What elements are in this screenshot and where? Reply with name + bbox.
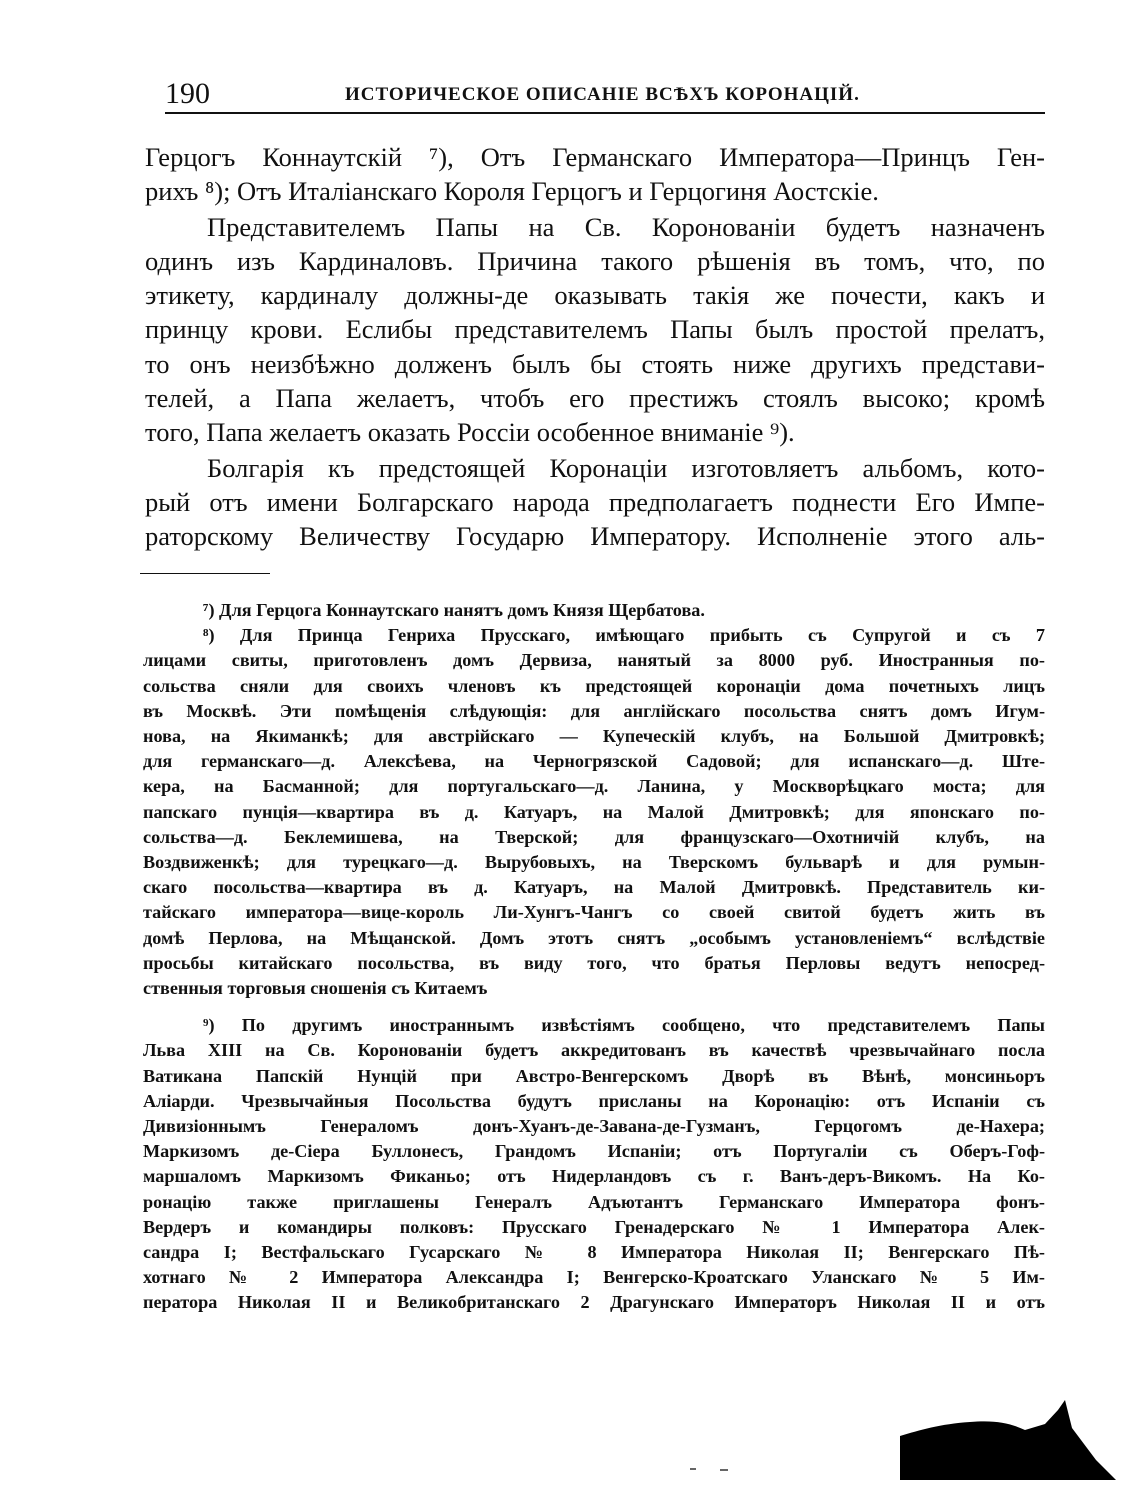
footnote-line: папскаго пунція—квартира въ д. Катуаръ, на Малой Дмитровкѣ; для японскаго по- [143, 801, 1045, 822]
footnote-line: Вердеръ и командиры полковъ: Прусскаго Гренадерскаго № 1 Императора Алек- [143, 1216, 1045, 1237]
footnote-8 [143, 623, 1045, 1001]
footnote-line: ственныя торговыя сношенія съ Китаемъ [143, 978, 488, 999]
footnote-line: Дивизіоннымъ Генераломъ донъ-Хуанъ-де-Завана-де-Гузманъ, Герцогомъ де-Нахера; [143, 1116, 1045, 1137]
footnote-line: просьбы китайскаго посольства, въ виду того, что братья Перловы ведутъ непосред- [143, 952, 1045, 973]
footnote-line: ператора Николая II и Великобританскаго 2 Драгунскаго Императоръ Николая II и отъ [143, 1292, 1045, 1313]
footnotes [143, 598, 1045, 1316]
footnote-line: ⁹) По другимъ иностраннымъ извѣстіямъ сообщено, что представителемъ Папы [203, 1015, 1045, 1036]
footnote-line: Ватикана Папскій Нунцій при Австро-Венгерскомъ Дворѣ въ Вѣнѣ, монсиньоръ [143, 1065, 1045, 1086]
footnote-line: сольства сняли для своихъ членовъ къ предстоящей коронаціи дома почетныхъ лицъ [143, 675, 1045, 696]
footnote-line: Воздвиженкѣ; для турецкаго—д. Вырубовыхъ, на Тверскомъ бульварѣ и для румын- [143, 852, 1045, 873]
footnote-7 [143, 598, 1045, 623]
text-line: телей, а Папа желаетъ, чтобъ его престижъ стоялъ высоко; кромѣ [145, 383, 1045, 414]
footnote-line: скаго посольства—квартира въ д. Катуаръ, на Малой Дмитровкѣ. Представитель ки- [143, 877, 1045, 898]
footnote-line: ронацію также приглашены Генералъ Адъютантъ Германскаго Императора фонъ- [143, 1191, 1045, 1212]
text-line: раторскому Величеству Государю Императору. Исполненіе этого аль- [145, 521, 1045, 552]
scan-artifact [900, 1400, 1116, 1480]
footnote-line: ⁷) Для Герцога Коннаутскаго нанятъ домъ Князя Щербатова. [203, 600, 705, 620]
text-line: рый отъ имени Болгарскаго народа предполагаетъ поднести Его Импе- [145, 486, 1045, 517]
footnote-line: Аліарди. Чрезвычайныя Посольства будутъ присланы на Коронацію: отъ Испаніи съ [143, 1090, 1045, 1111]
scan-specks [690, 1466, 730, 1472]
footnote-separator [140, 573, 270, 574]
running-title: ИСТОРИЧЕСКОЕ ОПИСАНІЕ ВСѢХЪ КОРОНАЦІЙ. [345, 84, 860, 105]
footnote-line: маршаломъ Маркизомъ Фиканьо; отъ Нидерландовъ съ г. Ванъ-деръ-Викомъ. На Ко- [143, 1166, 1045, 1187]
header-rule [165, 112, 1045, 114]
footnote-line: сандра I; Вестфальскаго Гусарскаго № 8 Императора Николая II; Венгерскаго Пѣ- [143, 1242, 1045, 1263]
footnote-line: нова, на Якиманкѣ; для австрійскаго — Купеческій клубъ, на Большой Дмитровкѣ; [143, 726, 1045, 747]
text-line: одинъ изъ Кардиналовъ. Причина такого рѣшенія въ томъ, что, по [145, 245, 1045, 276]
footnote-line: хотнаго № 2 Императора Александра I; Венгерско-Кроатскаго Уланскаго № 5 Им- [143, 1267, 1045, 1288]
page-number: 190 [165, 77, 210, 110]
text-line: Представителемъ Папы на Св. Короновaніи будетъ назначенъ [207, 211, 1045, 242]
text-line: Герцогъ Коннаутскій ⁷), Отъ Германскаго Императора—Принцъ Ген- [145, 142, 1045, 172]
footnote-line: Маркизомъ де-Сіера Буллонесъ, Грандомъ Испаніи; отъ Португаліи съ Оберъ-Гоф- [143, 1141, 1045, 1162]
text-line: того, Папа желаетъ оказать Россіи особенное вниманіе ⁹). [145, 417, 795, 448]
text-line: рихъ ⁸); Отъ Италіанскаго Короля Герцогъ и Герцогиня Аостскіе. [145, 176, 879, 207]
footnote-line: для германскаго—д. Алексѣева, на Черногрязской Садовой; для испанскаго—д. Ште- [143, 751, 1045, 772]
paragraph [145, 451, 1045, 554]
footnote-line: кера, на Басманной; для португальскаго—д. Ланина, у Москворѣцкаго моста; для [143, 776, 1045, 797]
footnote-line: въ Москвѣ. Эти помѣщенія слѣдующія: для англійскаго посольства снятъ домъ Игум- [143, 700, 1045, 721]
footnote-line: сольства—д. Беклемишева, на Тверской; для французскаго—Охотничій клубъ, на [143, 826, 1045, 847]
text-line: то онъ неизбѣжно долженъ былъ бы стоять ниже другихъ представи- [145, 348, 1045, 379]
footnote-line: тайскаго императора—вице-король Ли-Хунгъ-Чангъ со своей свитой будетъ жить въ [143, 902, 1045, 923]
paragraph [145, 210, 1045, 450]
text-line: этикету, кардиналу должны-де оказывать такія же почести, какъ и [145, 280, 1045, 311]
footnote-line: лицами свиты, приготовленъ домъ Дервиза, нанятый за 8000 руб. Иностранныя по- [143, 650, 1045, 671]
main-text [145, 140, 1045, 555]
footnote-line: ⁸) Для Принца Генриха Прусскаго, имѣющаго прибыть съ Супругой и съ 7 [203, 625, 1045, 646]
page-header [165, 74, 1045, 114]
text-line: принцу крови. Еслибы представителемъ Папы былъ простой прелатъ, [145, 314, 1045, 345]
footnote-9 [143, 1013, 1045, 1315]
footnote-line: домѣ Перлова, на Мѣщанской. Домъ этотъ снятъ „особымъ установленіемъ“ вслѣдствіе [143, 927, 1045, 948]
text-line: Болгарія къ предстоящей Коронаціи изготовляетъ альбомъ, кото- [207, 452, 1045, 483]
paragraph [145, 140, 1045, 209]
footnote-line: Льва XIII на Св. Короновaніи будетъ аккредитованъ въ качествѣ чрезвычайнаго посла [143, 1040, 1045, 1061]
